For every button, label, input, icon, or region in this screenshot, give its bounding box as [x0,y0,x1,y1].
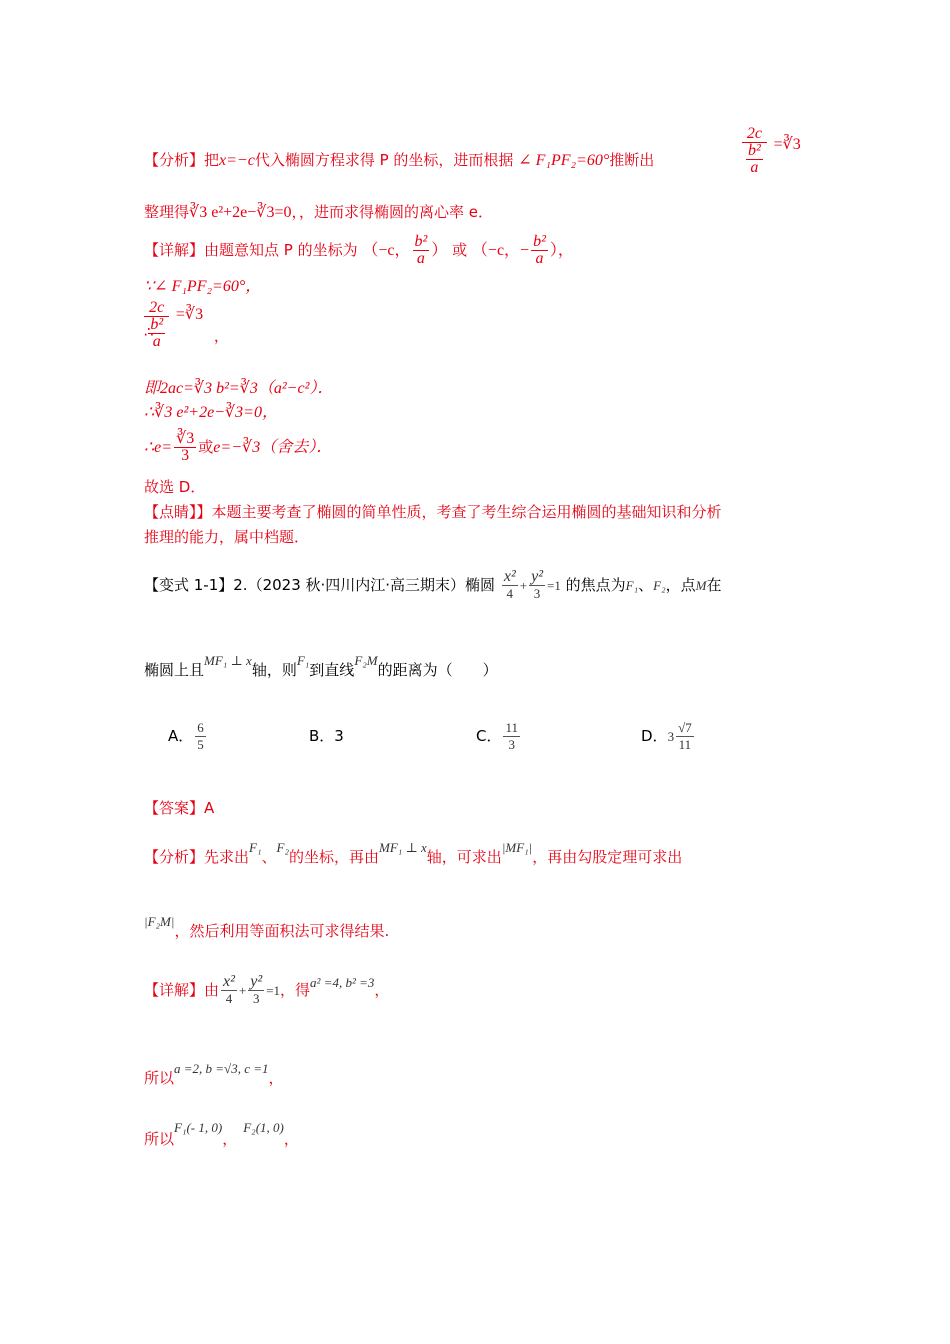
text: 、 [638,576,654,594]
math: （−c， [362,242,411,259]
text: 的距离为（ ） [377,661,498,679]
cbrt-value: =∛3 [773,136,801,153]
analysis-line-2 [144,202,493,223]
text: 轴，则 [251,661,297,679]
math: F₁(- 1, 0) [174,1120,223,1135]
math-line: ∴∛3 e²+2e−∛3=0， [144,404,278,421]
text: 整理得 [144,203,190,221]
text: 推断出 [609,151,655,169]
inner-denominator: a [152,333,161,350]
math-angle: ∠ F₁PF₂=60° [518,152,610,169]
math: （−c，− [471,242,530,259]
math: |MF₁| [501,840,533,855]
denominator: 4 [506,586,514,601]
math: a =2, b =√3, c =1 [174,1061,269,1076]
math-line: 即2ac=∛3 b²=∛3（a²−c²）． [144,380,334,397]
math: F₁ [625,578,639,593]
comment-line-1 [144,502,722,522]
comment-label: 【点睛】 [144,503,197,521]
numerator: √7 [678,720,692,735]
math: |F₂M| [144,914,175,929]
math: ）， [549,242,574,259]
math: MF₁ ⊥ x [379,840,427,855]
step-4 [144,402,278,423]
text: 由 [204,981,220,999]
numerator: y² [250,973,263,990]
option-d[interactable] [641,716,696,757]
denominator: 5 [197,737,204,752]
math: ） [431,242,448,259]
text: 由题意知点 P 的坐标为 [204,241,358,259]
math-line: ∵∠ F₁PF₂=60°， [144,278,262,295]
text: 椭圆上且 [144,661,205,679]
fraction-x [502,569,518,602]
denominator: 3 [533,586,541,601]
detail-line-1 [144,232,574,269]
denominator: a [535,250,544,267]
solution-analysis-line-1 [144,840,683,868]
text: 所以 [144,1130,175,1148]
option-c[interactable] [476,716,522,756]
math: F₁ [249,840,262,855]
text: 或 [198,438,214,456]
math: F₂ [653,578,666,593]
analysis-label: 【分析】 [144,151,205,169]
text: ，得 [280,981,311,999]
numerator: ∛3 [176,430,195,447]
denominator: 3 [252,991,260,1006]
text: ，点 [665,576,696,594]
denominator: 3 [181,447,190,464]
numerator: y² [531,568,543,585]
comma: ， [213,327,229,345]
denominator: 3 [508,737,515,752]
text: 先求出 [204,848,250,866]
option-label: C． [476,727,502,745]
text: 在 [706,576,722,594]
math-eq: ∛3 e²+2e−∛3=0 [189,204,292,221]
text: 】本题主要考查了椭圆的简单性质，考查了考生综合运用椭圆的基础知识和分析 [196,503,722,521]
text: ， [283,1130,299,1148]
denominator: 4 [225,991,233,1006]
option-label: B．3 [309,727,344,745]
math-eq: x=−c [219,152,255,169]
text: 的焦点为 [565,576,626,594]
math: e=−∛3（舍去）． [213,439,333,456]
numerator: 11 [505,720,519,735]
analysis-label: 【分析】 [144,848,205,866]
denominator: a [416,250,425,267]
math: =1 [547,578,561,593]
numerator: 2c [144,300,169,317]
so-line-2 [144,1120,299,1150]
conclusion: 故选 D． [144,478,206,496]
math: M [695,578,707,593]
comment-line-2: 推理的能力，属中档题． [144,528,310,546]
option-label: A． [168,727,194,745]
therefore: ∴ [144,323,154,341]
math: F₁ [296,653,310,668]
numerator: x² [503,568,516,585]
analysis-fraction [740,126,801,176]
math: F₂(1, 0) [243,1120,284,1135]
solution-analysis-line-2 [144,914,390,942]
numerator: b² [414,233,428,250]
problem-line-2 [144,653,498,681]
text: 或 [452,241,468,259]
option-label: D． [641,727,668,745]
math: + [519,578,528,593]
denominator: 11 [678,737,692,752]
problem-label: 【变式 1-1】2.（2023 秋·四川内江·高三期末）椭圆 [144,576,496,594]
answer: 【答案】A [144,799,215,817]
math: a² =4, b² =3 [310,975,375,990]
text: 把 [204,151,220,169]
denominator [742,143,767,176]
inner-denominator: a [750,159,759,176]
math: ∴e= [144,439,173,456]
numerator: 2c [742,126,767,143]
analysis-line-1 [144,150,654,171]
text: ， [222,1130,238,1148]
math: =1 [266,983,281,998]
inner-numerator: b² [150,316,164,333]
step-5 [144,426,332,469]
step-3 [144,378,333,399]
detail-label: 【详解】 [144,981,205,999]
numerator: 6 [197,720,204,735]
numerator: b² [533,233,546,250]
so-line-1 [144,1061,284,1089]
text: 代入椭圆方程求得 P 的坐标，进而根据 [254,151,514,169]
math: + [238,983,247,998]
option-b[interactable] [309,716,344,756]
whole-number: 3 [667,729,675,744]
solution-detail-line [144,970,389,1011]
text: 到直线 [309,661,355,679]
text: ，，进而求得椭圆的离心率 e． [291,203,493,221]
fraction-y [529,569,545,602]
option-a[interactable] [168,716,208,756]
math: F₂M [354,653,378,668]
step-1 [144,276,261,297]
problem-line-1 [144,565,721,606]
text: 所以 [144,1069,175,1087]
math: F₂ [276,840,289,855]
text: 轴，可求出 [426,848,502,866]
text: ， [268,1069,284,1087]
inner-numerator: b² [748,142,761,159]
numerator: x² [223,973,235,990]
text: ，再由勾股定理可求出 [532,848,683,866]
step-2 [144,300,229,350]
math: MF₁ ⊥ x [204,653,252,668]
cbrt-value: =∛3 [175,306,204,323]
compound-fraction [742,126,767,176]
text: ， [374,981,390,999]
text: ，然后利用等面积法可求得结果. [174,922,390,940]
detail-label: 【详解】 [144,241,205,259]
text: 、 [261,848,277,866]
text: 的坐标，再由 [288,848,379,866]
